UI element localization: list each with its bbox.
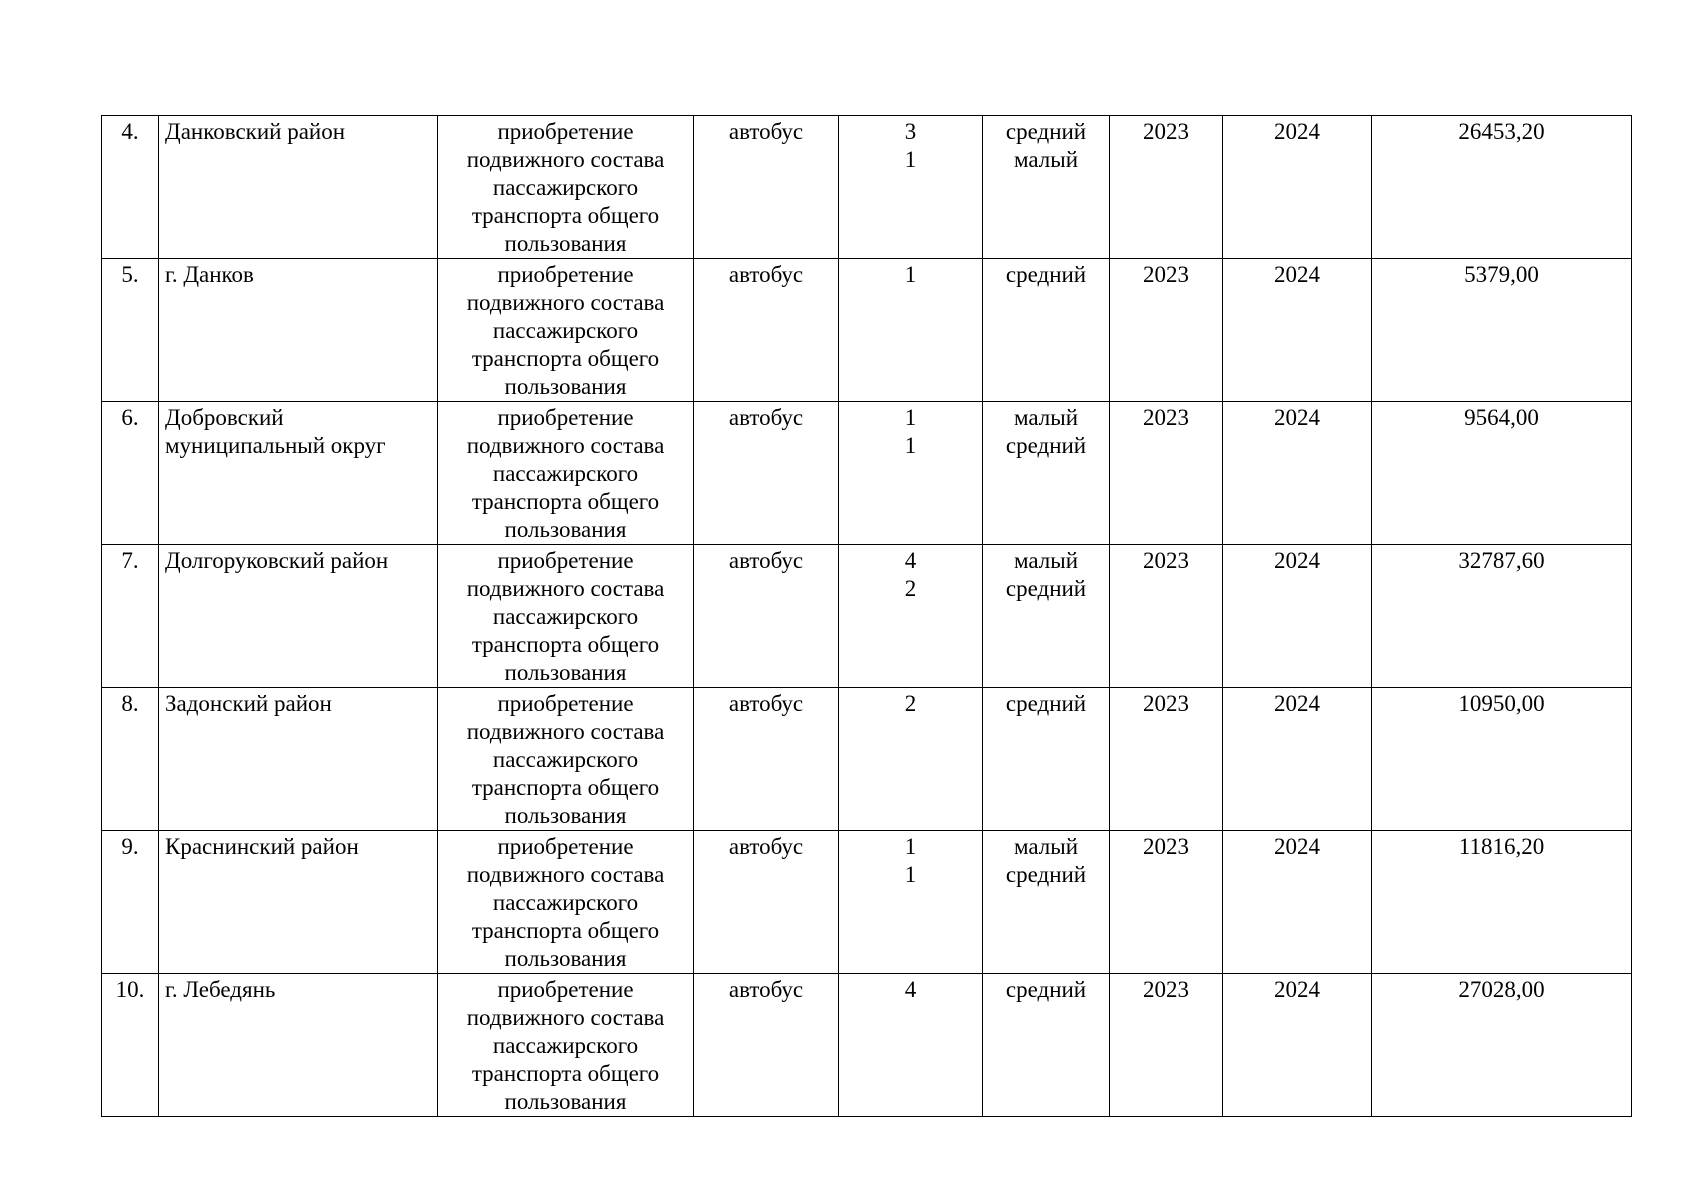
quantity-cell [839,259,983,402]
end-year-cell [1223,831,1372,974]
district-name-line: Долгоруковский район [165,548,389,573]
row-number-cell [102,259,159,402]
start-year-cell [1110,116,1223,259]
vehicle-type-cell [694,688,839,831]
end-year-text: 2024 [1274,691,1320,716]
table-row [102,974,1632,1117]
district-name-line: Краснинский район [165,834,359,859]
table-row [102,116,1632,259]
end-year-text: 2024 [1274,405,1320,430]
purpose-line: пользования [504,1089,627,1114]
purpose-line: подвижного состава [466,147,665,172]
purpose-line: транспорта общего [471,632,660,657]
table-row [102,831,1632,974]
purpose-line: транспорта общего [471,775,660,800]
purpose-cell [438,545,694,688]
row-number-text: 7. [121,548,139,573]
transport-table [101,115,1632,1117]
vehicle-class-line: средний [1005,862,1087,887]
table-body [102,116,1632,1117]
vehicle-type-text: автобус [728,834,804,859]
amount-text: 27028,00 [1458,977,1545,1002]
district-name-cell [159,974,438,1117]
district-name-cell [159,402,438,545]
vehicle-class-line: малый [1013,834,1079,859]
purpose-line: приобретение [497,548,634,573]
end-year-text: 2024 [1274,834,1320,859]
end-year-cell [1223,402,1372,545]
purpose-cell [438,402,694,545]
purpose-line: приобретение [497,119,634,144]
vehicle-class-line: малый [1013,405,1079,430]
row-number-text: 4. [121,119,139,144]
vehicle-type-cell [694,545,839,688]
district-name-cell [159,116,438,259]
row-number-text: 8. [121,691,139,716]
vehicle-type-cell [694,831,839,974]
table-row [102,402,1632,545]
purpose-line: пассажирского [492,175,639,200]
start-year-text: 2023 [1143,262,1189,287]
district-name-line: Добровский [165,405,284,430]
vehicle-type-text: автобус [728,691,804,716]
end-year-text: 2024 [1274,977,1320,1002]
table-row [102,545,1632,688]
quantity-cell [839,974,983,1117]
row-number-text: 10. [115,977,145,1002]
district-name-line: г. Данков [165,262,254,287]
purpose-line: подвижного состава [466,862,665,887]
row-number-cell [102,402,159,545]
purpose-line: пользования [504,517,627,542]
vehicle-class-line: средний [1005,576,1087,601]
end-year-cell [1223,116,1372,259]
vehicle-type-text: автобус [728,262,804,287]
row-number-cell [102,545,159,688]
vehicle-class-cell [983,974,1110,1117]
purpose-line: пассажирского [492,461,639,486]
purpose-line: приобретение [497,405,634,430]
amount-text: 9564,00 [1464,405,1539,430]
vehicle-class-line: малый [1013,548,1079,573]
purpose-cell [438,688,694,831]
vehicle-type-cell [694,402,839,545]
quantity-line: 2 [904,576,917,601]
vehicle-class-cell [983,259,1110,402]
vehicle-class-line: средний [1005,262,1087,287]
purpose-line: приобретение [497,834,634,859]
purpose-line: пассажирского [492,1033,639,1058]
amount-cell [1372,974,1632,1117]
end-year-cell [1223,974,1372,1117]
purpose-cell [438,116,694,259]
row-number-cell [102,831,159,974]
purpose-line: подвижного состава [466,1005,665,1030]
row-number-text: 5. [121,262,139,287]
end-year-cell [1223,259,1372,402]
start-year-text: 2023 [1143,405,1189,430]
vehicle-type-text: автобус [728,548,804,573]
purpose-line: подвижного состава [466,576,665,601]
start-year-text: 2023 [1143,834,1189,859]
row-number-cell [102,688,159,831]
end-year-text: 2024 [1274,262,1320,287]
purpose-line: пользования [504,946,627,971]
vehicle-class-cell [983,545,1110,688]
amount-cell [1372,116,1632,259]
vehicle-class-line: малый [1013,147,1079,172]
district-name-line: муниципальный округ [165,433,386,458]
amount-cell [1372,402,1632,545]
vehicle-type-cell [694,974,839,1117]
end-year-cell [1223,545,1372,688]
vehicle-class-line: средний [1005,977,1087,1002]
district-name-cell [159,688,438,831]
start-year-cell [1110,259,1223,402]
purpose-line: транспорта общего [471,346,660,371]
quantity-cell [839,402,983,545]
purpose-line: транспорта общего [471,918,660,943]
purpose-cell [438,974,694,1117]
purpose-line: пассажирского [492,318,639,343]
end-year-text: 2024 [1274,548,1320,573]
row-number-text: 9. [121,834,139,859]
purpose-line: приобретение [497,977,634,1002]
purpose-line: подвижного состава [466,719,665,744]
start-year-text: 2023 [1143,691,1189,716]
amount-cell [1372,259,1632,402]
amount-cell [1372,831,1632,974]
district-name-line: г. Лебедянь [165,977,276,1002]
start-year-cell [1110,402,1223,545]
district-name-line: Задонский район [165,691,332,716]
purpose-line: транспорта общего [471,489,660,514]
vehicle-class-cell [983,688,1110,831]
district-name-line: Данковский район [165,119,346,144]
amount-text: 10950,00 [1458,691,1545,716]
row-number-cell [102,116,159,259]
amount-text: 5379,00 [1464,262,1539,287]
purpose-line: пассажирского [492,747,639,772]
purpose-line: приобретение [497,691,634,716]
purpose-line: пассажирского [492,890,639,915]
start-year-cell [1110,974,1223,1117]
start-year-text: 2023 [1143,977,1189,1002]
vehicle-type-cell [694,116,839,259]
district-name-cell [159,545,438,688]
vehicle-type-text: автобус [728,119,804,144]
purpose-line: транспорта общего [471,203,660,228]
amount-cell [1372,545,1632,688]
end-year-cell [1223,688,1372,831]
quantity-cell [839,545,983,688]
quantity-line: 1 [904,834,917,859]
amount-text: 26453,20 [1458,119,1545,144]
purpose-line: подвижного состава [466,290,665,315]
row-number-text: 6. [121,405,139,430]
vehicle-type-cell [694,259,839,402]
vehicle-class-line: средний [1005,433,1087,458]
purpose-line: подвижного состава [466,433,665,458]
quantity-line: 3 [904,119,917,144]
quantity-line: 4 [904,548,917,573]
purpose-line: пассажирского [492,604,639,629]
vehicle-class-line: средний [1005,119,1087,144]
start-year-cell [1110,831,1223,974]
start-year-text: 2023 [1143,548,1189,573]
quantity-cell [839,116,983,259]
amount-text: 32787,60 [1458,548,1545,573]
amount-cell [1372,688,1632,831]
quantity-line: 4 [904,977,917,1002]
end-year-text: 2024 [1274,119,1320,144]
vehicle-class-cell [983,116,1110,259]
purpose-line: пользования [504,231,627,256]
start-year-cell [1110,688,1223,831]
purpose-line: транспорта общего [471,1061,660,1086]
quantity-line: 2 [904,691,917,716]
vehicle-class-cell [983,402,1110,545]
purpose-line: приобретение [497,262,634,287]
table-row [102,259,1632,402]
vehicle-class-cell [983,831,1110,974]
purpose-line: пользования [504,660,627,685]
purpose-line: пользования [504,803,627,828]
start-year-text: 2023 [1143,119,1189,144]
district-name-cell [159,259,438,402]
vehicle-class-line: средний [1005,691,1087,716]
start-year-cell [1110,545,1223,688]
quantity-cell [839,831,983,974]
quantity-line: 1 [904,433,917,458]
quantity-line: 1 [904,862,917,887]
purpose-cell [438,259,694,402]
quantity-line: 1 [904,147,917,172]
purpose-line: пользования [504,374,627,399]
district-name-cell [159,831,438,974]
row-number-cell [102,974,159,1117]
amount-text: 11816,20 [1458,834,1545,859]
quantity-line: 1 [904,405,917,430]
table-row [102,688,1632,831]
quantity-cell [839,688,983,831]
quantity-line: 1 [904,262,917,287]
vehicle-type-text: автобус [728,405,804,430]
vehicle-type-text: автобус [728,977,804,1002]
purpose-cell [438,831,694,974]
